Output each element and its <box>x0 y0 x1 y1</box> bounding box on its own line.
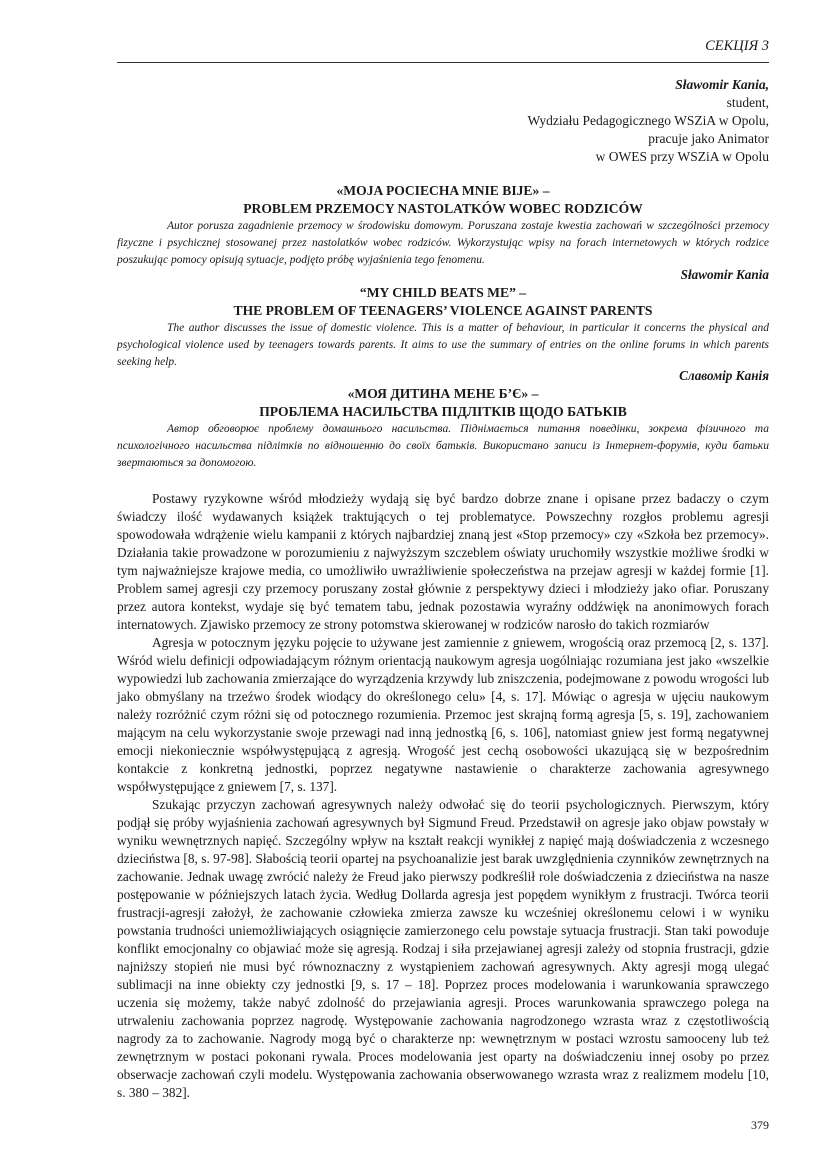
author-line: student, <box>726 95 769 110</box>
author-block <box>527 76 769 166</box>
ukrainian-title-line2: ПРОБЛЕМА НАСИЛЬСТВА ПІДЛІТКІВ ЩОДО БАТЬКІВ <box>259 404 627 419</box>
author-line: w OWES przy WSZiA w Opolu <box>595 149 769 164</box>
body-paragraph: Szukając przyczyn zachowań agresywnych należy odwołać się do teorii psychologicznych. Pierwszym, który podjął się próby wyjaśnienia zachowań agresywnych był Sigmund Freud. Przedstawił on agresje jako objaw powstały w wyniku wewnętrznych napięć. Szczególny wpływ na kształt reakcji wynikłej z napięć mają doświadczenia z wczesnego dzieciństwa [8, s. 97-98]. Słabością teorii opartej na psychoanalizie jest barak uwzględnienia czynników zewnętrznych na zachowanie. Jednak uwagę zwrócić należy że Freud jako pierwszy podkreślił role doświadczenia z dzieciństwa na nasze postępowanie w późniejszych latach życia. Według Dollarda agresja jest popędem wynikłym z frustracji. Twórca teorii frustracji-agresji założył, że zachowanie człowieka zmierza zawsze ku wcześniej określonemu celowi i w wyniku powstania trudności uniemożliwiających osiągnięcie zamierzonego celu powstaje sytuacja frustracji. Stan taki powoduje konflikt emocjonalny co objawiać może się agresją. Rodzaj i siła przejawianej agresji zależy od stopnia frustracji, gdzie najniższy stopień nie musi być równoznaczny z wystąpieniem zachowań agresywnych. Akty agresji mogą ulegać sublimacji na inne obiekty czy jednostki [9, s. 17 – 18]. Poprzez proces modelowania i warunkowania sprawczego uczenia się możemy, także nabyć zdolność do przejawiania agresji. Proces warunkowania sprawczego polega na utrwaleniu zachowania poprzez nagrodę. Występowanie zachowania nagrodzonego wzrasta wraz z częstotliwością nagrody za to zachowanie. Nagrody mogą być o charakterze np: wewnętrznym w postaci wzrostu samooceny lub też zewnętrznym w postaci pokonani rywala. Proces modelowania jest oparty na doświadczeniu innej osoby po przez obserwacje zachowań czyli modelu. Występowania zachowania obserwowanego wzrasta wraz z realizmem modelu [10, s. 380 – 382]. <box>117 797 769 1100</box>
body-paragraph: Agresja w potocznym języku pojęcie to używane jest zamiennie z gniewem, wrogością oraz przemocą [2, s. 137]. Wśród wielu definicji odpowiadającym różnym orientacją naukowym agresja uogólniając rozumiana jest jako «wszelkie wypowiedzi lub zachowania zmierzające do wyrządzenia krzywdy lub zniszczenia, podejmowane z powodu wrogości lub jako obmyślany na trzeźwo środek wiodący do określonego celu» [4, s. 17]. Mówiąc o agresja w ujęciu naukowym należy rozróżnić czym różni się od potocznego rozumienia. Przemoc jest skrajną formą agresja [5, s. 19], zachowaniem mającym na celu wykorzystanie swoje przewagi nad inną jednostką [6, s. 106], natomiast gniew jest formą negatywnej emocji niekoniecznie współwystępującą z agresją. Wrogość jest cechą osobowości ukazującą się w bezpośrednim kontakcie z konkretną jednostki, poprzez negatywne nastawienie o charakterze zachowania agresywnego współwystępujące z gniewem [7, s. 137]. <box>117 635 769 794</box>
article-body <box>117 490 769 1102</box>
polish-abstract: Autor porusza zagadnienie przemocy w środowisku domowym. Poruszana zostaje kwestia zachowań w szczególności przemocy fizyczne i psychicznej stosowanej przez nastolatków wobec rodziców. Wykorzystując wpisy na forach internetowych w których rodzice poszukując pomocy opisują sytuacje, podjęto próbę wyjaśnienia tego fenomenu. <box>117 220 769 266</box>
english-title-line1: “MY CHILD BEATS ME” – <box>359 285 527 300</box>
ukrainian-signature: Славомір Канія <box>679 368 769 383</box>
section-header: СЕКЦІЯ 3 <box>705 38 769 54</box>
polish-abstract-block <box>117 182 769 269</box>
body-paragraph: Postawy ryzykowne wśród młodzieży wydają się być bardzo dobrze znane i opisane przez badaczy o czym świadczy ilość wydawanych książek traktujących o tej problematyce. Powszechny rozgłos problemu agresji spowodowała wdrążenie wielu kampanii z których najbardziej znaną jest «Stop przemocy» czy «Szkoła bez przemocy». Działania takie prowadzone w porozumieniu z najwyższym szczeblem oświaty uruchomiły wszystkie możliwe środki w tym najważniejsze krajowe media, co umożliwiło uwrażliwienie społeczeństwa na przejaw agresji w każdej formie [1]. Problem samej agresji czy przemocy poruszany został głównie z perspektywy dzieci i młodzieży jako ofiar. Poruszany przez autora kontekst, wydaje się być tematem tabu, jednak pozostawia wyraźny oddźwięk na anonimowych forach internatowych. Zjawisko przemocy ze strony potomstwa skierowanej w rodziców narosło do takich rozmiarów <box>117 491 769 632</box>
ukrainian-abstract-block <box>117 367 769 472</box>
english-abstract-block <box>117 266 769 371</box>
author-name: Sławomir Kania, <box>675 77 769 92</box>
polish-title-line2: PROBLEM PRZEMOCY NASTOLATKÓW WOBEC RODZICÓW <box>243 201 643 216</box>
english-abstract: The author discusses the issue of domestic violence. This is a matter of behaviour, in particular it concerns the physical and psychological violence used by teenagers towards parents. It aims to use the summary of entries on the online forums in which parents seeking help. <box>117 322 769 368</box>
ukrainian-title-line1: «МОЯ ДИТИНА МЕНЕ Б’Є» – <box>347 386 539 401</box>
header-rule <box>117 62 769 63</box>
page-number: 379 <box>751 1118 769 1132</box>
english-signature: Sławomir Kania <box>680 267 769 282</box>
author-line: pracuje jako Animator <box>648 131 769 146</box>
polish-title-line1: «MOJA POCIECHA MNIE BIJE» – <box>336 183 550 198</box>
english-title-line2: THE PROBLEM OF TEENAGERS’ VIOLENCE AGAINST PARENTS <box>233 303 653 318</box>
ukrainian-abstract: Автор обговорює проблему домашнього насильства. Піднімається питання поведінки, зокрема фізичного та психологічного насильства підлітків по відношенню до своїх батьків. Використано записи із Інтернет-форумів, куди батьки звертаються за допомогою. <box>117 423 769 469</box>
author-line: Wydziału Pedagogicznego WSZiA w Opolu, <box>527 113 769 128</box>
